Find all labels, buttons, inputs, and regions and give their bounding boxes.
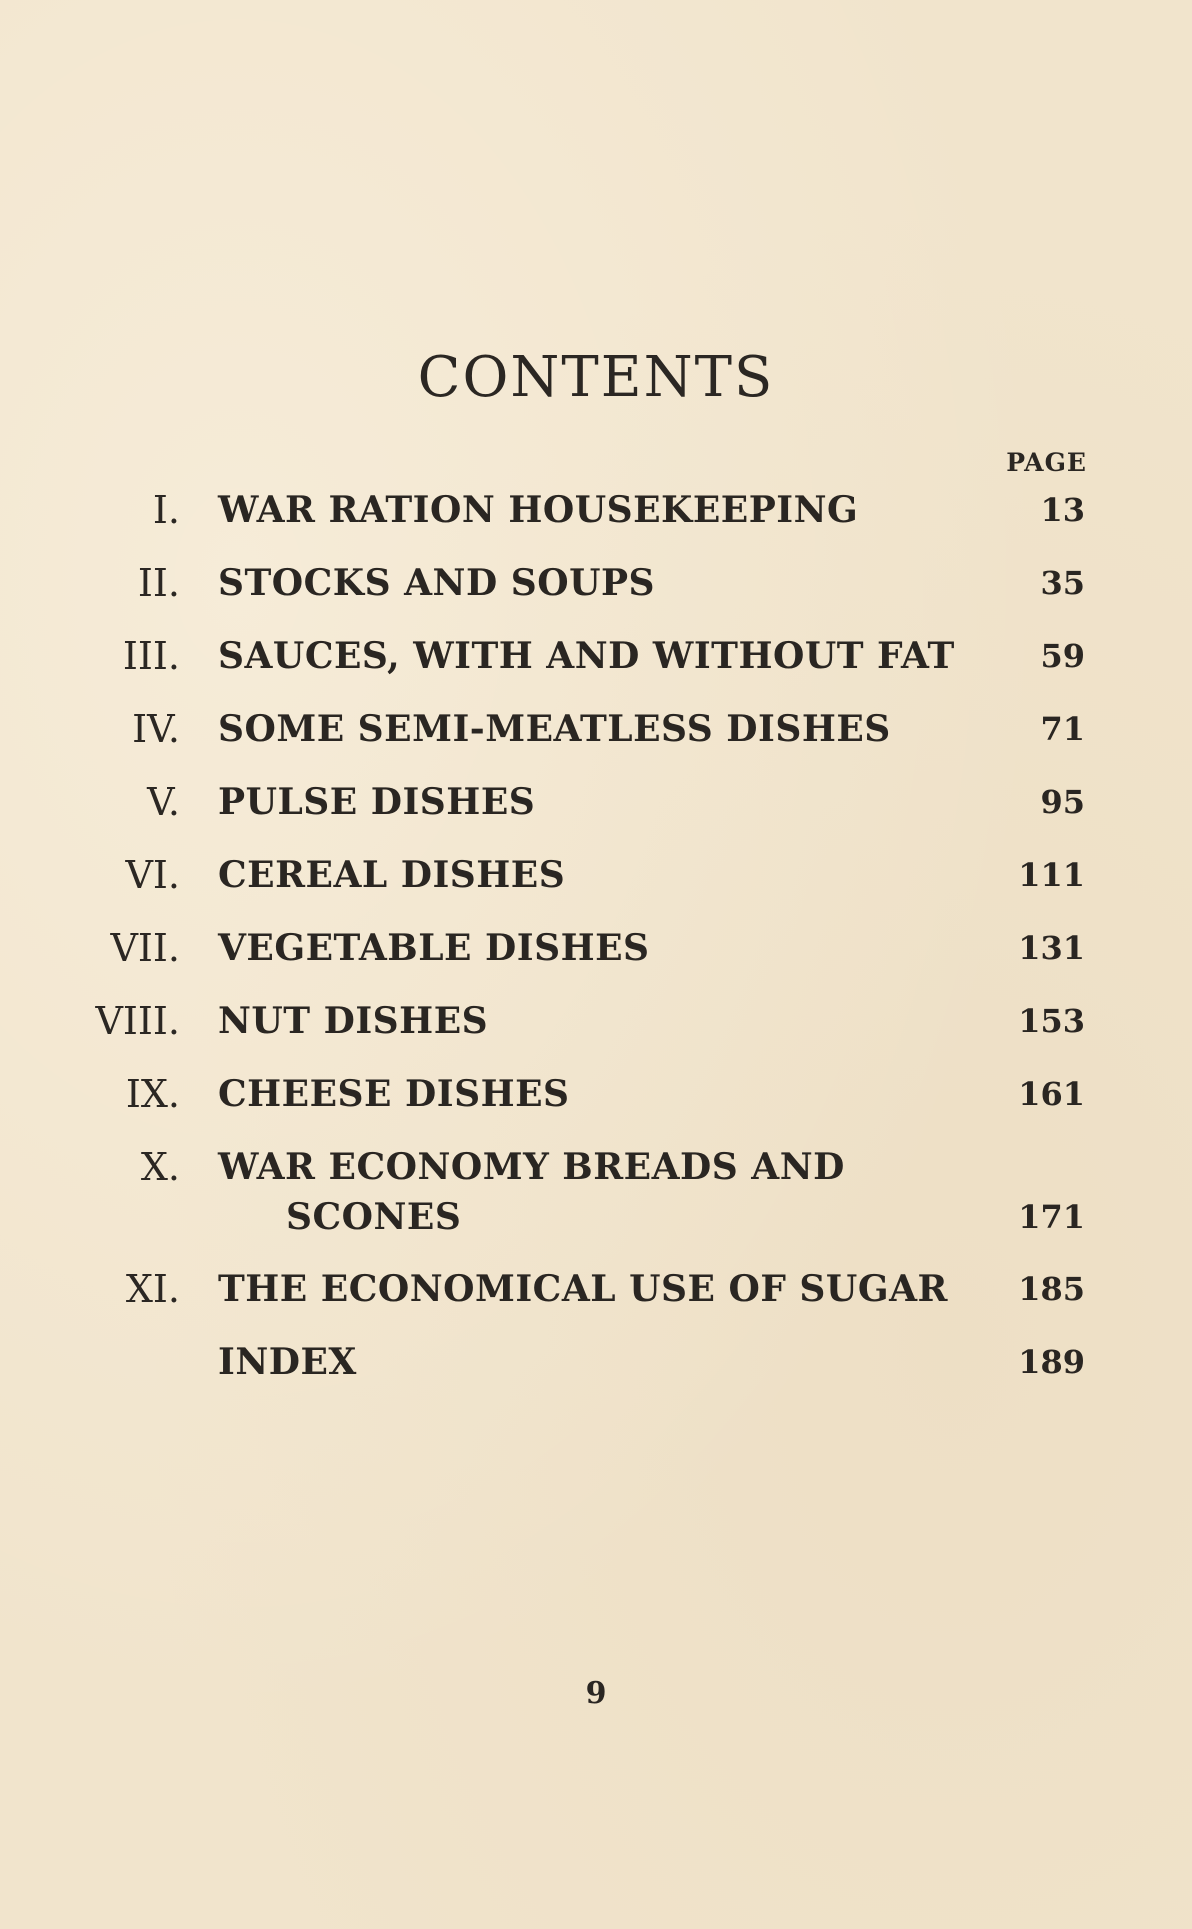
chapter-page-number: 185 xyxy=(1018,1270,1085,1308)
chapter-numeral: IX. xyxy=(125,1072,180,1116)
chapter-title: SAUCES, WITH AND WITHOUT FAT xyxy=(218,635,955,677)
chapter-title: THE ECONOMICAL USE OF SUGAR xyxy=(218,1268,948,1310)
chapter-page-number: 131 xyxy=(1018,929,1085,967)
chapter-title xyxy=(218,1142,845,1242)
chapter-page-number: 71 xyxy=(1040,710,1085,748)
chapter-title: CEREAL DISHES xyxy=(218,854,566,896)
chapter-page-number: 111 xyxy=(1018,856,1085,894)
folio-page-number: 9 xyxy=(585,1676,607,1711)
toc-entry xyxy=(0,777,1192,827)
chapter-page-number: 35 xyxy=(1040,564,1085,602)
toc-entry xyxy=(0,1264,1192,1314)
chapter-page-number: 153 xyxy=(1018,1002,1085,1040)
index-page-number: 189 xyxy=(1018,1343,1085,1381)
toc-entry xyxy=(0,1337,1192,1387)
chapter-title: SOME SEMI-MEATLESS DISHES xyxy=(218,708,891,750)
toc-entry xyxy=(0,996,1192,1046)
toc-entry xyxy=(0,923,1192,973)
chapter-title: NUT DISHES xyxy=(218,1000,489,1042)
chapter-page-number: 161 xyxy=(1018,1075,1085,1113)
chapter-numeral: IV. xyxy=(132,707,180,751)
chapter-title-line: WAR ECONOMY BREADS AND xyxy=(218,1146,845,1188)
chapter-numeral: II. xyxy=(137,561,180,605)
chapter-title: VEGETABLE DISHES xyxy=(218,927,650,969)
chapter-numeral: VII. xyxy=(110,926,180,970)
toc-entry xyxy=(0,1069,1192,1119)
chapter-numeral: VIII. xyxy=(95,999,180,1043)
chapter-page-number: 171 xyxy=(1018,1198,1085,1236)
toc-entry xyxy=(0,1142,1192,1242)
chapter-title: STOCKS AND SOUPS xyxy=(218,562,656,604)
chapter-numeral: I. xyxy=(152,488,180,532)
chapter-page-number: 59 xyxy=(1040,637,1085,675)
chapter-page-number: 13 xyxy=(1040,491,1085,529)
chapter-page-number: 95 xyxy=(1040,783,1085,821)
toc-entry xyxy=(0,631,1192,681)
toc-entry xyxy=(0,558,1192,608)
chapter-numeral: X. xyxy=(140,1145,180,1189)
chapter-numeral: VI. xyxy=(125,853,180,897)
chapter-numeral: III. xyxy=(122,634,180,678)
chapter-numeral: XI. xyxy=(125,1267,180,1311)
chapter-title-continuation: SCONES xyxy=(286,1196,462,1238)
toc-entry xyxy=(0,704,1192,754)
chapter-title: WAR RATION HOUSEKEEPING xyxy=(218,489,859,531)
toc-entry xyxy=(0,850,1192,900)
chapter-title: PULSE DISHES xyxy=(218,781,536,823)
toc-entry xyxy=(0,485,1192,535)
page-column-label: PAGE xyxy=(1006,448,1087,477)
chapter-numeral: V. xyxy=(147,780,180,824)
page-title: CONTENTS xyxy=(417,345,775,410)
index-title: INDEX xyxy=(218,1341,357,1383)
chapter-title: CHEESE DISHES xyxy=(218,1073,570,1115)
